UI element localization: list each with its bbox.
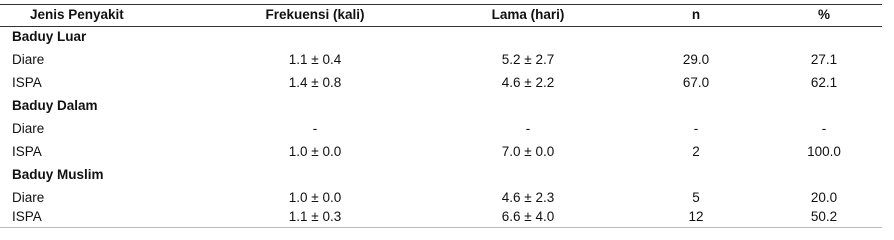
disease-cell: ISPA [12, 144, 42, 159]
disease-cell: ISPA [12, 209, 42, 224]
header-jenis-penyakit: Jenis Penyakit [30, 7, 124, 22]
group-label: Baduy Luar [12, 29, 87, 44]
header-lama: Lama (hari) [491, 7, 565, 22]
duration-cell: 4.6 ± 2.3 [501, 190, 555, 205]
table-row [0, 119, 882, 139]
percent-cell: 62.1 [810, 75, 838, 90]
percent-cell: 100.0 [807, 144, 841, 159]
n-cell: - [693, 121, 699, 136]
n-cell: 67.0 [682, 75, 710, 90]
frequency-cell: 1.0 ± 0.0 [288, 144, 342, 159]
table-row [0, 73, 882, 93]
group-row-baduy-muslim [0, 165, 882, 185]
group-row-baduy-dalam [0, 96, 882, 116]
n-cell: 12 [688, 209, 704, 224]
bottom-rule [0, 227, 882, 228]
percent-cell: 20.0 [810, 190, 838, 205]
duration-cell: 5.2 ± 2.7 [501, 52, 555, 67]
duration-cell: 7.0 ± 0.0 [501, 144, 555, 159]
n-cell: 29.0 [682, 52, 710, 67]
percent-cell: 50.2 [810, 209, 838, 224]
header-frekuensi: Frekuensi (kali) [265, 7, 365, 22]
disease-cell: Diare [12, 121, 45, 136]
header-n: n [691, 7, 701, 22]
duration-cell: - [525, 121, 531, 136]
disease-cell: Diare [12, 52, 45, 67]
table-row [0, 50, 882, 70]
header-row [0, 5, 882, 25]
header-percent: % [817, 7, 830, 22]
table-row [0, 142, 882, 162]
table-row [0, 188, 882, 208]
group-label: Baduy Muslim [12, 167, 104, 182]
disease-cell: ISPA [12, 75, 42, 90]
group-label: Baduy Dalam [12, 98, 98, 113]
duration-cell: 4.6 ± 2.2 [501, 75, 555, 90]
percent-cell: 27.1 [810, 52, 838, 67]
duration-cell: 6.6 ± 4.0 [501, 209, 555, 224]
frequency-cell: 1.0 ± 0.0 [288, 190, 342, 205]
percent-cell: - [821, 121, 827, 136]
n-cell: 5 [692, 190, 700, 205]
n-cell: 2 [692, 144, 700, 159]
frequency-cell: - [312, 121, 318, 136]
frequency-cell: 1.1 ± 0.3 [288, 209, 342, 224]
table-row [0, 207, 882, 227]
frequency-cell: 1.4 ± 0.8 [288, 75, 342, 90]
disease-cell: Diare [12, 190, 45, 205]
group-row-baduy-luar [0, 27, 882, 47]
frequency-cell: 1.1 ± 0.4 [288, 52, 342, 67]
